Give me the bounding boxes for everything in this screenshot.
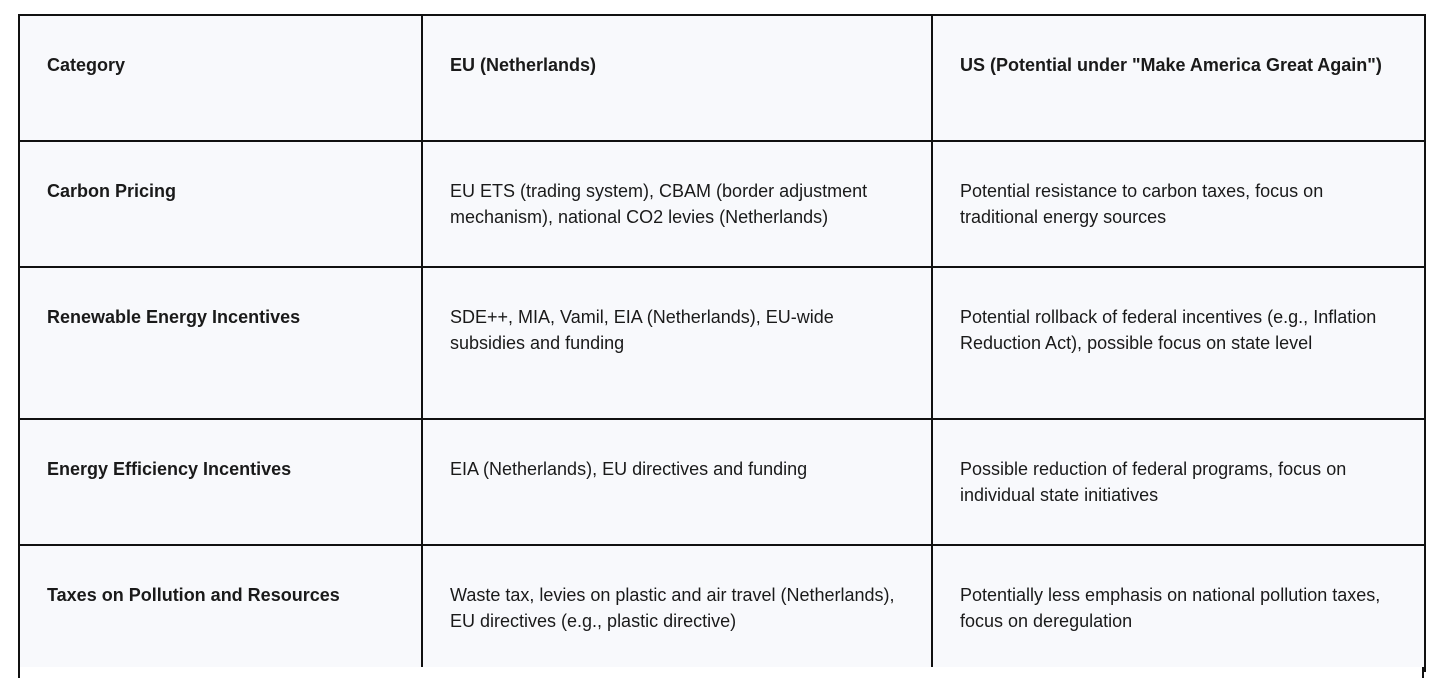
row-us-value: Potential rollback of federal incentives (e.g., Inflation Reduction Act), possible focus on state level (932, 267, 1425, 419)
row-eu-value: SDE++, MIA, Vamil, EIA (Netherlands), EU-wide subsidies and funding (422, 267, 932, 419)
row-category: Energy Efficiency Incentives (19, 419, 422, 545)
row-us-value: Potentially less emphasis on national pollution taxes, focus on deregulation (932, 545, 1425, 671)
row-us-value: Possible reduction of federal programs, focus on individual state initiatives (932, 419, 1425, 545)
row-category: Renewable Energy Incentives (19, 267, 422, 419)
header-us-potential: US (Potential under "Make America Great Again") (932, 15, 1425, 141)
policy-comparison-table (18, 14, 1426, 672)
table-continuation-edge (18, 667, 1424, 678)
header-eu-netherlands: EU (Netherlands) (422, 15, 932, 141)
row-eu-value: EIA (Netherlands), EU directives and funding (422, 419, 932, 545)
table-header-row (19, 15, 1425, 141)
table-row (19, 545, 1425, 671)
row-us-value: Potential resistance to carbon taxes, focus on traditional energy sources (932, 141, 1425, 267)
table-row (19, 419, 1425, 545)
header-category: Category (19, 15, 422, 141)
row-eu-value: EU ETS (trading system), CBAM (border adjustment mechanism), national CO2 levies (Netherlands) (422, 141, 932, 267)
row-category: Carbon Pricing (19, 141, 422, 267)
comparison-table-container (18, 14, 1424, 672)
table-row (19, 267, 1425, 419)
table-row (19, 141, 1425, 267)
row-eu-value: Waste tax, levies on plastic and air travel (Netherlands), EU directives (e.g., plastic directive) (422, 545, 932, 671)
row-category: Taxes on Pollution and Resources (19, 545, 422, 671)
